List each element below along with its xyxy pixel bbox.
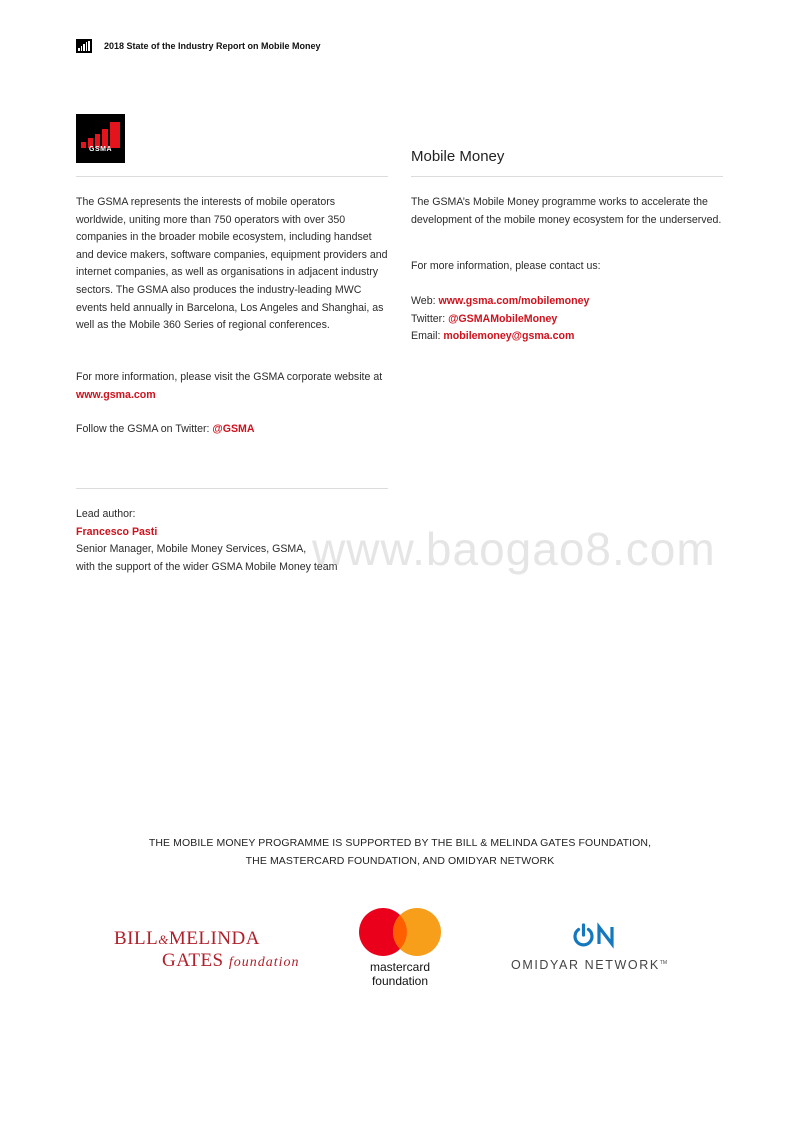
mobile-money-description — [411, 194, 723, 229]
gates-logo-line-2 — [114, 950, 314, 973]
lead-author-name: Francesco Pasti — [76, 525, 158, 538]
email-label: Email: — [411, 330, 441, 343]
gsma-visit-block — [76, 369, 388, 404]
report-title: 2018 State of the Industry Report on Mobile Money — [104, 41, 321, 51]
gsma-twitter-block — [76, 421, 388, 439]
twitter-label: Twitter: — [411, 312, 446, 325]
watermark: www.baogao8.com — [312, 523, 716, 575]
mastercard-word: mastercard — [369, 960, 431, 974]
mobile-money-links — [411, 293, 723, 346]
twitter-line — [411, 311, 723, 329]
divider-left-top — [76, 176, 388, 177]
twitter-text — [76, 421, 388, 439]
gates-foundation-logo — [114, 928, 314, 972]
mastercard-foundation-logo — [356, 906, 444, 988]
gates-foundation-word: foundation — [228, 955, 300, 970]
gsma-website-link[interactable]: www.gsma.com — [76, 388, 156, 401]
web-line — [411, 293, 723, 311]
gates-bill: BILL — [114, 928, 159, 949]
page-header — [76, 38, 321, 54]
gsma-mini-logo-icon — [76, 39, 92, 53]
gsma-bars-icon — [81, 122, 121, 148]
lead-author-role: Senior Manager, Mobile Money Services, GSMA, — [76, 543, 307, 556]
mm-twitter-link[interactable]: @GSMAMobileMoney — [448, 312, 558, 325]
web-label: Web: — [411, 295, 436, 307]
twitter-prefix: Follow the GSMA on Twitter: — [76, 423, 210, 435]
visit-prefix: For more information, please visit the GSMA corporate website at — [76, 371, 383, 383]
lead-author-label: Lead author: — [76, 508, 136, 520]
web-link[interactable]: www.gsma.com/mobilemoney — [438, 295, 590, 307]
lead-author-support: with the support of the wider GSMA Mobile Money team — [76, 560, 338, 573]
mobile-money-title: Mobile Money — [411, 148, 505, 165]
gates-gates: GATES — [162, 950, 224, 971]
supported-line-2: THE MASTERCARD FOUNDATION, AND OMIDYAR NETWORK — [245, 854, 555, 867]
email-link[interactable]: mobilemoney@gsma.com — [443, 330, 575, 343]
gsma-description — [76, 194, 388, 335]
supported-line-1: THE MOBILE MONEY PROGRAMME IS SUPPORTED BY THE BILL & MELINDA GATES FOUNDATION, — [148, 837, 652, 849]
email-line — [411, 328, 723, 346]
visit-text — [76, 369, 388, 404]
mastercard-circles-icon — [356, 906, 444, 958]
gates-amp: & — [158, 932, 169, 947]
omidyar-name — [511, 958, 667, 972]
mobile-money-contact — [411, 258, 723, 276]
supported-by-text — [0, 835, 800, 870]
omidyar-network-logo — [508, 922, 688, 972]
gsma-twitter-link[interactable]: @GSMA — [212, 423, 255, 435]
divider-right-top — [411, 176, 723, 177]
omidyar-name-text: OMIDYAR NETWORK — [511, 958, 660, 972]
gsma-logo — [76, 114, 125, 163]
gsma-logo-text: GSMA — [89, 146, 112, 153]
mobile-money-intro: The GSMA’s Mobile Money programme works to accelerate the development of the mobile money ecosystem for the underserved. — [411, 196, 722, 226]
divider-left-bottom — [76, 488, 388, 489]
contact-text: For more information, please contact us: — [411, 260, 601, 272]
omidyar-on-icon — [508, 922, 688, 952]
gates-logo-line-1 — [114, 928, 314, 950]
gates-melinda: MELINDA — [168, 928, 260, 949]
mastercard-foundation-word: foundation — [371, 974, 429, 988]
omidyar-tm: TM — [659, 959, 668, 966]
gsma-intro-text: The GSMA represents the interests of mobile operators worldwide, uniting more than 750 operators with over 350 companies in the broader mobile ecosystem, including handset and device makers, software companies, equipment providers and internet companies, as well as organisations in adjacent industry sectors. The GSMA also produces the industry-leading MWC events held annually in Barcelona, Los Angeles and Shanghai, as well as the Mobile 360 Series of regional conferences. — [76, 196, 388, 332]
